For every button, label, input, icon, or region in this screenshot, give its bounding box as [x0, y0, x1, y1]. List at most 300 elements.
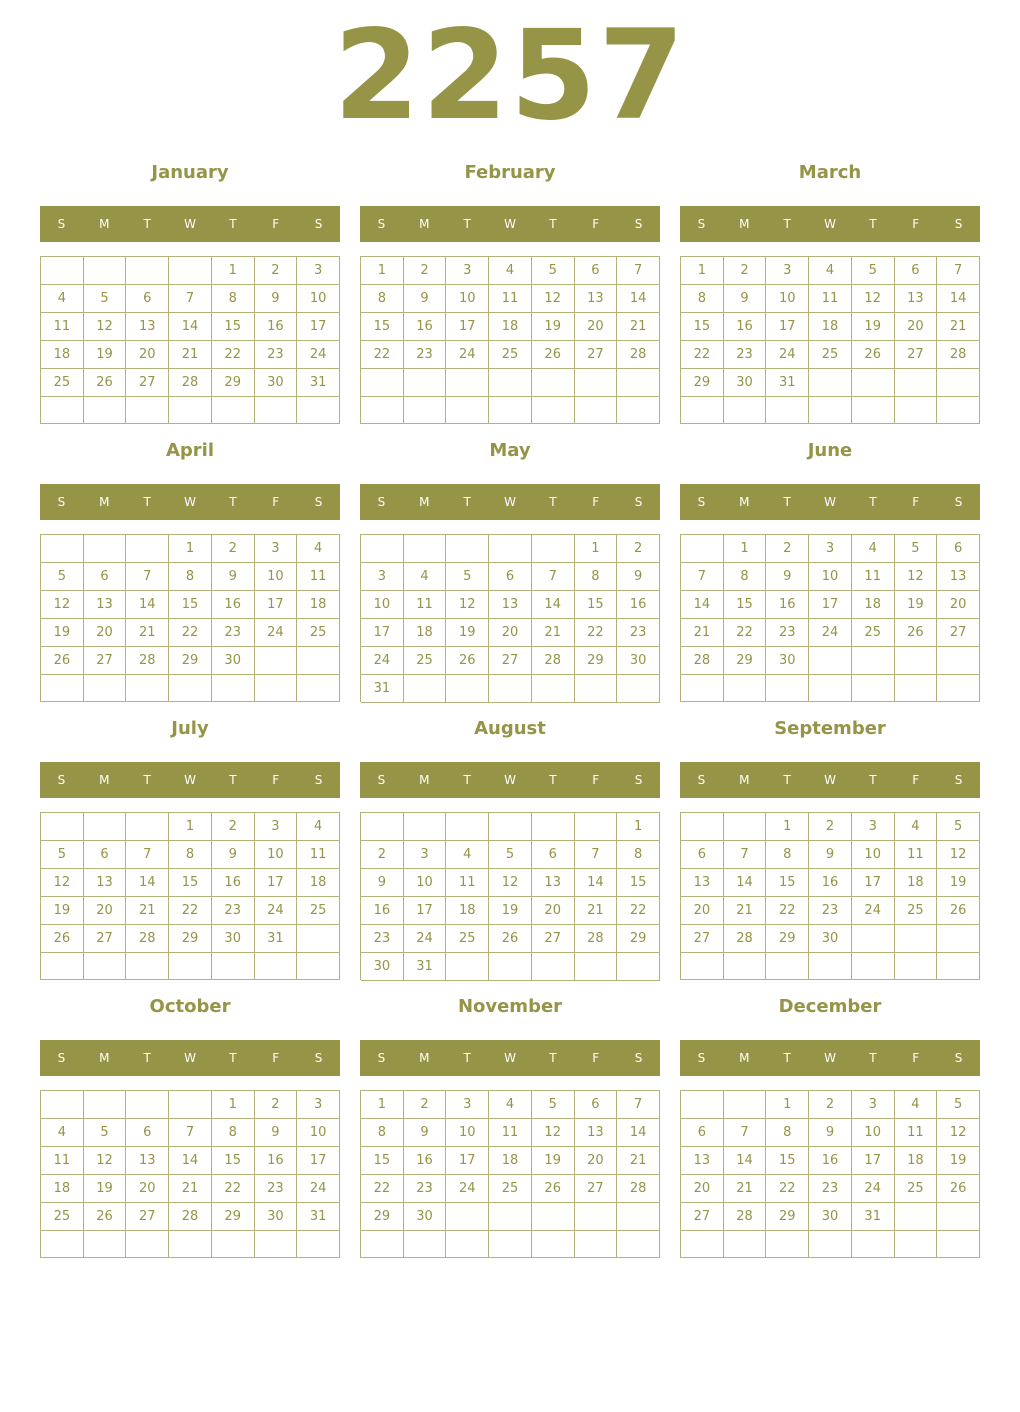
- day-cell: 21: [532, 619, 575, 647]
- day-cell: 7: [681, 563, 724, 591]
- day-cell: 24: [297, 341, 340, 369]
- day-cell: 15: [169, 869, 212, 897]
- day-cell: 2: [255, 1091, 298, 1119]
- day-cell: 6: [937, 535, 980, 563]
- day-cell: 11: [489, 1119, 532, 1147]
- weekday-label: T: [783, 217, 791, 231]
- day-cell: 9: [361, 869, 404, 897]
- empty-day-cell: [84, 397, 127, 424]
- day-cell: 18: [404, 619, 447, 647]
- day-cell: 25: [297, 897, 340, 925]
- day-cell: 9: [809, 841, 852, 869]
- weekday-label: W: [824, 773, 836, 787]
- weekday-label: F: [592, 773, 600, 787]
- day-cell: 14: [575, 869, 618, 897]
- day-grid: [360, 534, 660, 702]
- empty-day-cell: [895, 1203, 938, 1231]
- weekday-label: F: [592, 217, 600, 231]
- day-cell: 18: [41, 1175, 84, 1203]
- day-cell: 5: [41, 841, 84, 869]
- day-cell: 21: [169, 1175, 212, 1203]
- day-cell: 11: [297, 563, 340, 591]
- empty-day-cell: [809, 647, 852, 675]
- day-cell: 26: [84, 369, 127, 397]
- day-cell: 13: [575, 285, 618, 313]
- weekday-label: F: [272, 495, 280, 509]
- day-cell: 30: [809, 1203, 852, 1231]
- day-cell: 22: [575, 619, 618, 647]
- day-cell: 25: [404, 647, 447, 675]
- day-cell: 8: [766, 1119, 809, 1147]
- empty-day-cell: [84, 1091, 127, 1119]
- day-cell: 19: [532, 1147, 575, 1175]
- day-cell: 30: [809, 925, 852, 953]
- empty-day-cell: [724, 1231, 767, 1258]
- day-cell: 14: [724, 1147, 767, 1175]
- day-cell: 28: [724, 1203, 767, 1231]
- day-cell: 30: [361, 953, 404, 981]
- day-grid: [680, 812, 980, 980]
- day-cell: 4: [895, 1091, 938, 1119]
- day-cell: 21: [724, 897, 767, 925]
- day-cell: 13: [532, 869, 575, 897]
- weekday-label: T: [869, 1051, 877, 1065]
- empty-day-cell: [126, 257, 169, 285]
- day-cell: 10: [255, 841, 298, 869]
- day-grid: [40, 256, 340, 424]
- weekday-label: S: [954, 1051, 963, 1065]
- empty-day-cell: [617, 397, 660, 425]
- day-cell: 26: [895, 619, 938, 647]
- day-cell: 20: [895, 313, 938, 341]
- day-cell: 2: [361, 841, 404, 869]
- day-cell: 10: [852, 1119, 895, 1147]
- empty-day-cell: [895, 1231, 938, 1258]
- day-cell: 14: [937, 285, 980, 313]
- day-cell: 6: [489, 563, 532, 591]
- day-cell: 30: [212, 925, 255, 953]
- empty-day-cell: [41, 397, 84, 424]
- day-cell: 11: [895, 1119, 938, 1147]
- day-cell: 4: [852, 535, 895, 563]
- day-cell: 10: [297, 285, 340, 313]
- month-name: January: [151, 162, 229, 183]
- day-cell: 26: [937, 1175, 980, 1203]
- day-cell: 10: [361, 591, 404, 619]
- empty-day-cell: [895, 925, 938, 953]
- day-cell: 2: [255, 257, 298, 285]
- weekday-label: S: [57, 217, 66, 231]
- day-cell: 10: [446, 285, 489, 313]
- day-cell: 25: [446, 925, 489, 953]
- weekday-label: M: [419, 495, 430, 509]
- day-cell: 9: [212, 841, 255, 869]
- empty-day-cell: [532, 953, 575, 981]
- empty-day-cell: [937, 647, 980, 675]
- empty-day-cell: [404, 813, 447, 841]
- empty-day-cell: [895, 397, 938, 424]
- day-cell: 28: [617, 1175, 660, 1203]
- day-cell: 14: [617, 1119, 660, 1147]
- empty-day-cell: [575, 1203, 618, 1231]
- day-cell: 21: [724, 1175, 767, 1203]
- day-cell: 30: [255, 1203, 298, 1231]
- empty-day-cell: [212, 1231, 255, 1258]
- weekday-label: S: [954, 773, 963, 787]
- day-cell: 31: [852, 1203, 895, 1231]
- empty-day-cell: [724, 813, 767, 841]
- day-cell: 30: [212, 647, 255, 675]
- day-cell: 4: [489, 257, 532, 285]
- day-cell: 12: [937, 1119, 980, 1147]
- day-cell: 27: [84, 647, 127, 675]
- day-cell: 20: [126, 1175, 169, 1203]
- day-cell: 15: [575, 591, 618, 619]
- empty-day-cell: [617, 1231, 660, 1258]
- day-cell: 25: [489, 341, 532, 369]
- weekday-label: T: [463, 1051, 471, 1065]
- day-cell: 21: [126, 619, 169, 647]
- weekday-label: M: [739, 495, 750, 509]
- empty-day-cell: [255, 953, 298, 980]
- day-cell: 7: [126, 563, 169, 591]
- empty-day-cell: [852, 369, 895, 397]
- day-cell: 19: [84, 1175, 127, 1203]
- day-cell: 14: [126, 869, 169, 897]
- day-cell: 23: [255, 341, 298, 369]
- weekday-label: W: [184, 773, 196, 787]
- month-name: February: [464, 162, 556, 183]
- month-name: October: [149, 996, 231, 1017]
- day-cell: 1: [766, 1091, 809, 1119]
- empty-day-cell: [532, 397, 575, 425]
- day-cell: 24: [404, 925, 447, 953]
- day-cell: 27: [532, 925, 575, 953]
- empty-day-cell: [895, 953, 938, 980]
- day-cell: 4: [446, 841, 489, 869]
- day-cell: 17: [361, 619, 404, 647]
- day-cell: 30: [766, 647, 809, 675]
- empty-day-cell: [361, 813, 404, 841]
- day-cell: 23: [212, 897, 255, 925]
- day-cell: 3: [361, 563, 404, 591]
- day-cell: 8: [766, 841, 809, 869]
- day-cell: 22: [212, 1175, 255, 1203]
- weekday-label: T: [143, 773, 151, 787]
- day-cell: 3: [446, 257, 489, 285]
- empty-day-cell: [41, 535, 84, 563]
- weekday-label: F: [272, 773, 280, 787]
- day-cell: 13: [489, 591, 532, 619]
- weekday-label: T: [783, 1051, 791, 1065]
- weekday-header: [360, 1040, 660, 1076]
- empty-day-cell: [766, 397, 809, 424]
- day-cell: 5: [532, 1091, 575, 1119]
- day-cell: 23: [255, 1175, 298, 1203]
- weekday-label: W: [504, 1051, 516, 1065]
- day-cell: 2: [809, 813, 852, 841]
- day-cell: 17: [404, 897, 447, 925]
- day-cell: 20: [84, 619, 127, 647]
- empty-day-cell: [681, 535, 724, 563]
- empty-day-cell: [681, 1091, 724, 1119]
- day-cell: 21: [617, 313, 660, 341]
- day-cell: 1: [212, 257, 255, 285]
- weekday-label: T: [229, 773, 237, 787]
- weekday-label: W: [184, 1051, 196, 1065]
- day-cell: 8: [169, 563, 212, 591]
- empty-day-cell: [169, 257, 212, 285]
- day-cell: 25: [895, 1175, 938, 1203]
- day-cell: 3: [255, 813, 298, 841]
- day-cell: 28: [617, 341, 660, 369]
- empty-day-cell: [809, 1231, 852, 1258]
- day-cell: 8: [169, 841, 212, 869]
- empty-day-cell: [404, 369, 447, 397]
- day-cell: 27: [489, 647, 532, 675]
- day-cell: 19: [84, 341, 127, 369]
- day-cell: 14: [617, 285, 660, 313]
- day-cell: 7: [575, 841, 618, 869]
- day-cell: 10: [297, 1119, 340, 1147]
- weekday-label: S: [377, 1051, 386, 1065]
- weekday-label: W: [824, 495, 836, 509]
- weekday-header: [680, 484, 980, 520]
- day-cell: 12: [446, 591, 489, 619]
- empty-day-cell: [446, 1203, 489, 1231]
- day-cell: 30: [724, 369, 767, 397]
- empty-day-cell: [361, 369, 404, 397]
- weekday-label: M: [99, 217, 110, 231]
- empty-day-cell: [126, 675, 169, 702]
- empty-day-cell: [724, 397, 767, 424]
- day-cell: 23: [212, 619, 255, 647]
- empty-day-cell: [724, 1091, 767, 1119]
- day-cell: 16: [361, 897, 404, 925]
- day-cell: 16: [766, 591, 809, 619]
- day-cell: 25: [852, 619, 895, 647]
- weekday-label: F: [272, 217, 280, 231]
- day-cell: 16: [212, 869, 255, 897]
- empty-day-cell: [532, 1203, 575, 1231]
- empty-day-cell: [255, 675, 298, 702]
- empty-day-cell: [724, 953, 767, 980]
- month-name: April: [165, 440, 215, 461]
- empty-day-cell: [41, 813, 84, 841]
- day-cell: 4: [41, 285, 84, 313]
- day-cell: 17: [446, 313, 489, 341]
- day-cell: 24: [255, 897, 298, 925]
- day-cell: 12: [895, 563, 938, 591]
- weekday-label: T: [549, 1051, 557, 1065]
- weekday-label: M: [419, 773, 430, 787]
- day-cell: 5: [489, 841, 532, 869]
- empty-day-cell: [489, 1231, 532, 1258]
- day-grid: [680, 1090, 980, 1258]
- day-cell: 2: [766, 535, 809, 563]
- day-cell: 8: [212, 285, 255, 313]
- day-cell: 6: [575, 1091, 618, 1119]
- weekday-header: [360, 484, 660, 520]
- empty-day-cell: [212, 675, 255, 702]
- day-cell: 20: [126, 341, 169, 369]
- day-cell: 1: [681, 257, 724, 285]
- day-cell: 28: [681, 647, 724, 675]
- calendar-year-title: 2257: [333, 4, 687, 148]
- day-cell: 18: [895, 1147, 938, 1175]
- day-cell: 8: [724, 563, 767, 591]
- day-cell: 3: [852, 813, 895, 841]
- day-cell: 22: [617, 897, 660, 925]
- day-cell: 27: [895, 341, 938, 369]
- day-cell: 7: [937, 257, 980, 285]
- empty-day-cell: [681, 675, 724, 702]
- weekday-label: T: [229, 217, 237, 231]
- day-cell: 7: [617, 1091, 660, 1119]
- day-cell: 17: [297, 313, 340, 341]
- day-cell: 11: [895, 841, 938, 869]
- day-cell: 3: [297, 257, 340, 285]
- day-cell: 20: [937, 591, 980, 619]
- day-cell: 6: [681, 1119, 724, 1147]
- day-cell: 13: [126, 1147, 169, 1175]
- weekday-label: S: [634, 1051, 643, 1065]
- day-cell: 12: [489, 869, 532, 897]
- day-cell: 7: [724, 1119, 767, 1147]
- day-cell: 17: [446, 1147, 489, 1175]
- day-cell: 22: [724, 619, 767, 647]
- weekday-label: M: [419, 217, 430, 231]
- day-cell: 20: [575, 313, 618, 341]
- month-name: May: [489, 440, 531, 461]
- day-cell: 10: [852, 841, 895, 869]
- empty-day-cell: [937, 925, 980, 953]
- day-cell: 17: [852, 1147, 895, 1175]
- weekday-label: F: [592, 495, 600, 509]
- weekday-header: [680, 762, 980, 798]
- day-cell: 12: [532, 1119, 575, 1147]
- weekday-label: S: [57, 495, 66, 509]
- weekday-label: F: [272, 1051, 280, 1065]
- weekday-label: M: [739, 773, 750, 787]
- weekday-label: T: [463, 495, 471, 509]
- empty-day-cell: [446, 397, 489, 425]
- weekday-label: T: [869, 495, 877, 509]
- day-cell: 17: [297, 1147, 340, 1175]
- empty-day-cell: [446, 813, 489, 841]
- day-cell: 26: [489, 925, 532, 953]
- day-cell: 4: [297, 535, 340, 563]
- empty-day-cell: [404, 397, 447, 425]
- day-cell: 18: [489, 1147, 532, 1175]
- day-cell: 30: [255, 369, 298, 397]
- weekday-label: S: [377, 773, 386, 787]
- day-cell: 18: [489, 313, 532, 341]
- weekday-label: W: [824, 217, 836, 231]
- weekday-label: S: [697, 1051, 706, 1065]
- day-grid: [360, 1090, 660, 1258]
- empty-day-cell: [169, 675, 212, 702]
- day-cell: 10: [446, 1119, 489, 1147]
- day-cell: 24: [766, 341, 809, 369]
- day-cell: 11: [446, 869, 489, 897]
- day-cell: 19: [895, 591, 938, 619]
- day-cell: 23: [617, 619, 660, 647]
- day-cell: 17: [766, 313, 809, 341]
- empty-day-cell: [404, 1231, 447, 1258]
- day-cell: 8: [617, 841, 660, 869]
- day-cell: 3: [446, 1091, 489, 1119]
- empty-day-cell: [575, 397, 618, 425]
- day-cell: 8: [212, 1119, 255, 1147]
- day-cell: 13: [681, 1147, 724, 1175]
- empty-day-cell: [489, 1203, 532, 1231]
- day-cell: 7: [126, 841, 169, 869]
- day-cell: 3: [766, 257, 809, 285]
- day-cell: 12: [84, 1147, 127, 1175]
- day-cell: 31: [297, 1203, 340, 1231]
- day-cell: 19: [41, 897, 84, 925]
- day-cell: 4: [809, 257, 852, 285]
- day-cell: 19: [937, 1147, 980, 1175]
- day-cell: 1: [575, 535, 618, 563]
- day-cell: 17: [852, 869, 895, 897]
- weekday-label: S: [697, 773, 706, 787]
- empty-day-cell: [126, 953, 169, 980]
- day-cell: 22: [361, 1175, 404, 1203]
- day-cell: 29: [169, 647, 212, 675]
- day-cell: 18: [852, 591, 895, 619]
- empty-day-cell: [404, 675, 447, 703]
- empty-day-cell: [446, 953, 489, 981]
- day-cell: 6: [126, 285, 169, 313]
- empty-day-cell: [895, 647, 938, 675]
- empty-day-cell: [126, 535, 169, 563]
- empty-day-cell: [681, 397, 724, 424]
- day-cell: 9: [404, 1119, 447, 1147]
- day-cell: 14: [169, 313, 212, 341]
- day-cell: 20: [681, 897, 724, 925]
- weekday-label: S: [634, 773, 643, 787]
- empty-day-cell: [489, 675, 532, 703]
- weekday-header: [680, 206, 980, 242]
- day-cell: 23: [809, 1175, 852, 1203]
- weekday-label: W: [184, 495, 196, 509]
- day-cell: 1: [212, 1091, 255, 1119]
- day-cell: 26: [852, 341, 895, 369]
- empty-day-cell: [446, 1231, 489, 1258]
- day-grid: [680, 534, 980, 702]
- weekday-label: W: [504, 495, 516, 509]
- weekday-header: [40, 762, 340, 798]
- day-cell: 8: [681, 285, 724, 313]
- empty-day-cell: [84, 257, 127, 285]
- weekday-label: S: [634, 217, 643, 231]
- day-cell: 18: [809, 313, 852, 341]
- day-cell: 29: [212, 369, 255, 397]
- empty-day-cell: [532, 1231, 575, 1258]
- weekday-header: [40, 484, 340, 520]
- day-cell: 19: [41, 619, 84, 647]
- weekday-label: T: [549, 495, 557, 509]
- day-cell: 21: [681, 619, 724, 647]
- day-cell: 16: [809, 869, 852, 897]
- day-cell: 26: [532, 1175, 575, 1203]
- day-cell: 29: [617, 925, 660, 953]
- day-cell: 26: [937, 897, 980, 925]
- day-cell: 9: [255, 285, 298, 313]
- day-cell: 3: [297, 1091, 340, 1119]
